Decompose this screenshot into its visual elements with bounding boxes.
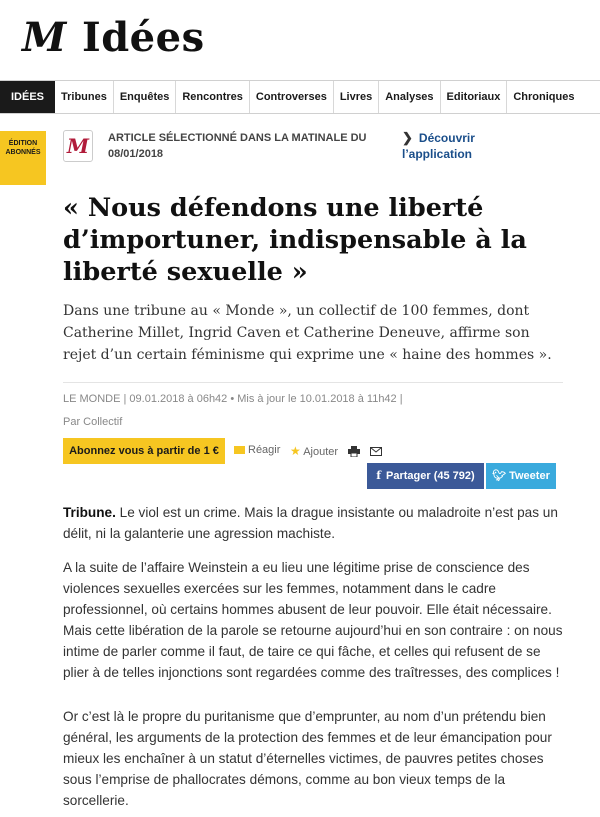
twitter-share-label: Tweeter (509, 470, 550, 482)
nav-item-enquetes[interactable]: Enquêtes (114, 81, 177, 113)
facebook-share-label: Partager (45 792) (386, 470, 475, 482)
discover-line-1: Découvrir (418, 131, 475, 145)
article-meta: LE MONDE | 09.01.2018 à 06h42 • Mis à jour le 10.01.2018 à 11h42 | (63, 393, 403, 405)
article-author[interactable]: Par Collectif (63, 416, 123, 428)
envelope-icon (370, 447, 382, 456)
divider (63, 382, 563, 383)
badge-line-1: ÉDITION (8, 140, 38, 147)
nav-item-editoriaux[interactable]: Editoriaux (441, 81, 508, 113)
body-paragraph-3: Or c’est là le propre du puritanisme que d’emprunter, au nom d’un prétendu bien général, les arguments de la protection des femmes et de leur émancipation pour mieux les enchaîner à un statut d’éternelles victimes, de pauvres petites choses sous l’emprise de phallocrates démons, comme au bon vieux temps de la sorcellerie. (63, 709, 552, 808)
badge-line-2: ABONNÉS (5, 149, 41, 156)
matinale-icon-letter: M (66, 134, 90, 158)
twitter-icon: 🐦︎ (492, 470, 507, 482)
email-button[interactable] (370, 447, 382, 459)
nav-items (55, 81, 580, 113)
le-monde-logo[interactable]: M (22, 14, 67, 61)
nav-item-tribunes[interactable]: Tribunes (55, 81, 114, 113)
react-label: Réagir (248, 444, 281, 456)
discover-line-2: l’application (402, 147, 473, 161)
tribune-label: Tribune. (63, 505, 116, 520)
nav-item-controverses[interactable]: Controverses (250, 81, 334, 113)
nav-item-livres[interactable]: Livres (334, 81, 379, 113)
facebook-share-button[interactable] (367, 463, 484, 489)
facebook-icon: f (376, 469, 382, 482)
comment-icon (234, 446, 245, 454)
discover-app-link[interactable] (402, 130, 475, 162)
section-navbar (0, 80, 600, 114)
matinale-text: ARTICLE SÉLECTIONNÉ DANS LA MATINALE DU 08/01/2018 (108, 132, 367, 160)
section-title[interactable]: Idées (82, 14, 205, 61)
article-headline: « Nous défendons une liberté d’importuner, indispensable à la liberté sexuelle » (63, 193, 527, 287)
react-button[interactable] (234, 444, 280, 456)
edition-abonnes-badge (0, 131, 46, 185)
twitter-share-button[interactable] (486, 463, 556, 489)
print-icon (348, 446, 360, 457)
nav-item-chroniques[interactable]: Chroniques (513, 91, 575, 103)
masthead (0, 0, 600, 78)
star-icon: ★ (290, 444, 301, 458)
matinale-app-icon (63, 130, 93, 162)
nav-section-label[interactable]: IDÉES (0, 81, 55, 113)
print-button[interactable] (348, 446, 360, 460)
nav-item-analyses[interactable]: Analyses (379, 81, 440, 113)
add-label: Ajouter (303, 446, 339, 458)
add-button[interactable] (290, 444, 338, 458)
body-paragraph-2: A la suite de l’affaire Weinstein a eu lieu une légitime prise de conscience des violences sexuelles exercées sur les femmes, notamment dans le cadre professionnel, où certains hommes abusent de leur pouvoir. Elle était nécessaire. Mais cette libération de la parole se retourne aujourd’hui en son contraire : on nous intime de parler comme il faut, de taire ce qui fâche, et celles qui refusent de se plier à de telles injonctions sont regardées comme des traîtresses, des complices ! (63, 560, 563, 680)
chevron-right-icon: ❯ (402, 130, 413, 145)
nav-item-rencontres[interactable]: Rencontres (176, 81, 250, 113)
subscribe-button[interactable]: Abonnez vous à partir de 1 € (63, 438, 225, 464)
body-paragraph-1 (63, 502, 565, 544)
body-paragraph-1-text: Le viol est un crime. Mais la drague insistante ou maladroite n’est pas un délit, ni la galanterie une agression machiste. (63, 505, 558, 541)
article-lede: Dans une tribune au « Monde », un collectif de 100 femmes, dont Catherine Millet, Ingrid Caven et Catherine Deneuve, affirme son rejet d’un certain féminisme qui exprime une « haine des hommes ». (63, 303, 552, 363)
